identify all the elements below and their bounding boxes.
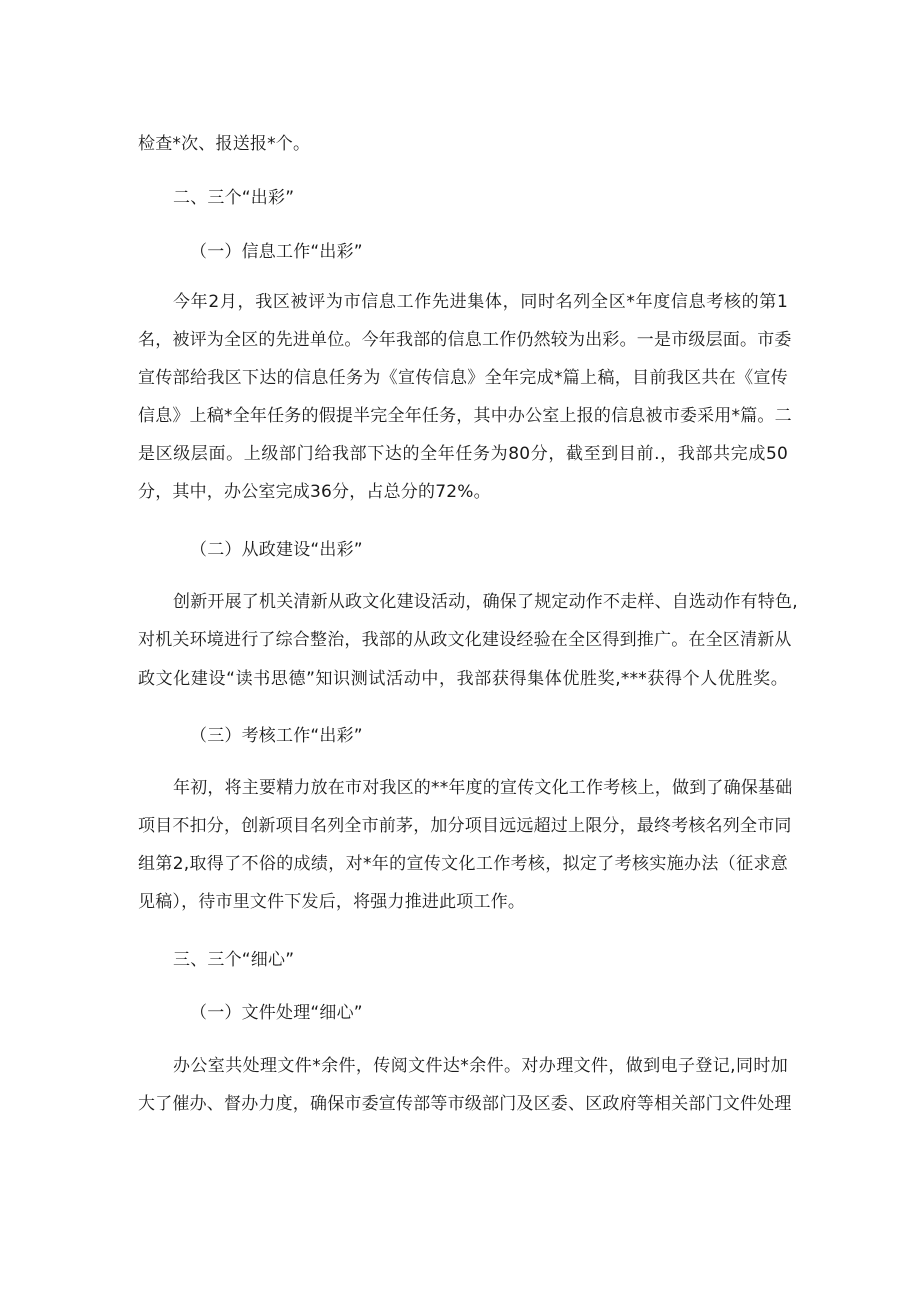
paragraph-line: 创新开展了机关清新从政文化建设活动，确保了规定动作不走样、自选动作有特色, (173, 592, 798, 612)
paragraph-line: 项目不扣分，创新项目名列全市前茅，加分项目远远超过上限分，最终考核名列全市同 (138, 816, 792, 836)
paragraph-line: 宣传部给我区下达的信息任务为《宣传信息》全年完成*篇上稿，目前我区共在《宣传 (138, 368, 788, 388)
text-line: 检查*次、报送报*个。 (138, 134, 311, 154)
subsection-heading: （三）考核工作“出彩” (190, 726, 363, 746)
paragraph-line: 政文化建设“读书思德”知识测试活动中，我部获得集体优胜奖,***获得个人优胜奖。 (138, 669, 788, 689)
subsection-heading: （二）从政建设“出彩” (190, 540, 363, 560)
section-heading: 二、三个“出彩” (173, 188, 295, 208)
paragraph-line: 见稿），待市里文件下发后，将强力推进此项工作。 (138, 892, 526, 912)
paragraph-line: 办公室共处理文件*余件，传阅文件达*余件。对办理文件，做到电子登记,同时加 (173, 1056, 788, 1076)
paragraph-line: 组第2,取得了不俗的成绩，对*年的宣传文化工作考核，拟定了考核实施办法（征求意 (138, 854, 788, 874)
paragraph-line: 名，被评为全区的先进单位。今年我部的信息工作仍然较为出彩。一是市级层面。市委 (138, 330, 792, 350)
section-heading: 三、三个“细心” (173, 950, 295, 970)
paragraph-line: 大了催办、督办力度，确保市委宣传部等市级部门及区委、区政府等相关部门文件处理 (138, 1094, 792, 1114)
paragraph-line: 对机关环境进行了综合整治，我部的从政文化建设经验在全区得到推广。在全区清新从 (138, 630, 792, 650)
paragraph-line: 是区级层面。上级部门给我部下达的全年任务为80分，截至到目前.，我部共完成50 (138, 444, 788, 464)
subsection-heading: （一）信息工作“出彩” (190, 242, 363, 262)
paragraph-line: 年初，将主要精力放在市对我区的**年度的宣传文化工作考核上，做到了确保基础 (173, 778, 793, 798)
paragraph-line: 今年2月，我区被评为市信息工作先进集体，同时名列全区*年度信息考核的第1 (173, 292, 788, 312)
paragraph-line: 分，其中，办公室完成36分，占总分的72%。 (138, 482, 491, 502)
paragraph-line: 信息》上稿*全年任务的假提半完全年任务，其中办公室上报的信息被市委采用*篇。二 (138, 406, 792, 426)
subsection-heading: （一）文件处理“细心” (190, 1003, 363, 1023)
